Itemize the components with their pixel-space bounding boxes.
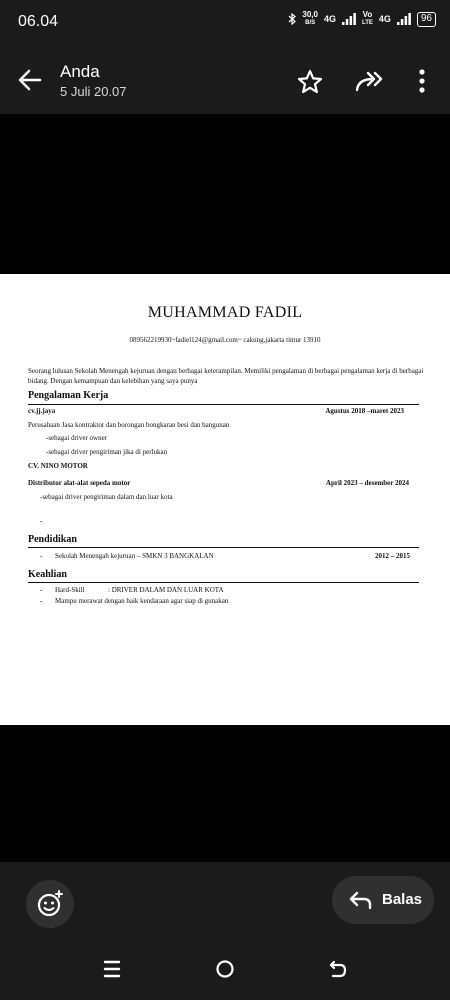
job2-company: CV. NINO MOTOR xyxy=(28,462,88,470)
signal-bars-icon xyxy=(397,13,411,25)
skill-label: Hard-Skill xyxy=(55,586,85,594)
more-vert-icon[interactable] xyxy=(412,66,432,96)
cv-contact: 089562219930~fadiel124@gmail.com~ cakung,jakarta timur 13910 xyxy=(129,336,321,344)
reply-icon xyxy=(348,890,372,910)
skills-title: Keahlian xyxy=(28,569,67,580)
skill-bullet: - xyxy=(40,586,43,594)
job2-period: April 2023 – desember 2024 xyxy=(325,479,409,487)
education-school: Sekolah Menengah kejuruan – SMKN 3 BANGKALAN xyxy=(55,552,214,560)
battery-icon: 96 xyxy=(417,12,436,27)
star-icon[interactable] xyxy=(296,68,324,96)
section-divider xyxy=(28,404,419,405)
network-speed: 30,0 B/S xyxy=(302,10,318,26)
status-time: 06.04 xyxy=(18,13,59,30)
status-icons xyxy=(288,11,436,27)
nav-back-icon[interactable] xyxy=(328,959,348,979)
experience-title: Pengalaman Kerja xyxy=(28,390,109,401)
status-bar xyxy=(0,0,450,46)
job2-role: Distributor alat-alat sepeda motor xyxy=(28,479,131,487)
skill-text: Mampu merawat dengan baik kendaraan agar siap di gunakan xyxy=(55,597,229,605)
recent-apps-icon[interactable] xyxy=(102,960,122,978)
emoji-reaction-button[interactable] xyxy=(26,880,74,928)
section-divider xyxy=(28,547,419,548)
reply-label: Balas xyxy=(382,891,423,908)
signal-label-2: 4G xyxy=(378,14,391,24)
job2-dash: - xyxy=(40,517,43,525)
skill-value: : DRIVER DALAM DAN LUAR KOTA xyxy=(108,586,224,594)
skill-bullet: - xyxy=(40,597,43,605)
bottom-bar xyxy=(0,862,450,1000)
app-bar xyxy=(0,46,450,114)
reply-button[interactable] xyxy=(332,876,434,924)
job1-period: Agustus 2018 –maret 2023 xyxy=(325,407,404,415)
back-arrow-icon[interactable] xyxy=(16,66,44,94)
sender-date: 5 Juli 20.07 xyxy=(60,84,127,99)
cv-name: MUHAMMAD FADIL xyxy=(147,304,303,321)
job1-company: cv.jj.jaya xyxy=(28,407,56,415)
education-period: 2012 – 2015 xyxy=(375,552,410,560)
job1-description: Perusahaan Jasa kontraktor dan borongan bongkaran besi dan bangunan xyxy=(28,421,230,429)
signal-label-1: 4G xyxy=(323,14,336,24)
job1-item: -sebagai driver pengiriman jika di perlukan xyxy=(46,448,168,456)
job1-item: -sebagai driver owner xyxy=(46,434,108,442)
sender-name: Anda xyxy=(60,62,100,81)
signal-bars-icon xyxy=(342,13,356,25)
section-divider xyxy=(28,582,419,583)
emoji-add-icon xyxy=(26,880,74,928)
reply-all-icon[interactable] xyxy=(354,68,386,96)
education-title: Pendidikan xyxy=(28,534,77,545)
cv-document-image[interactable] xyxy=(0,274,450,725)
job2-item: -sebagai driver pengiriman dalam dan luar kota xyxy=(40,493,173,501)
education-bullet: - xyxy=(40,552,43,560)
volte-label: Vo LTE xyxy=(361,10,373,26)
cv-summary: Seorang lulusan Sekolah Menengah kejuruan dengan berbagai keterampilan. Memiliki pengalaman di berbagai pengalaman kerja di berbagai bidang. Dengan kemampuan dan kelebihan yang saya punya xyxy=(28,367,424,385)
home-icon[interactable] xyxy=(215,959,235,979)
bluetooth-icon xyxy=(288,13,296,25)
